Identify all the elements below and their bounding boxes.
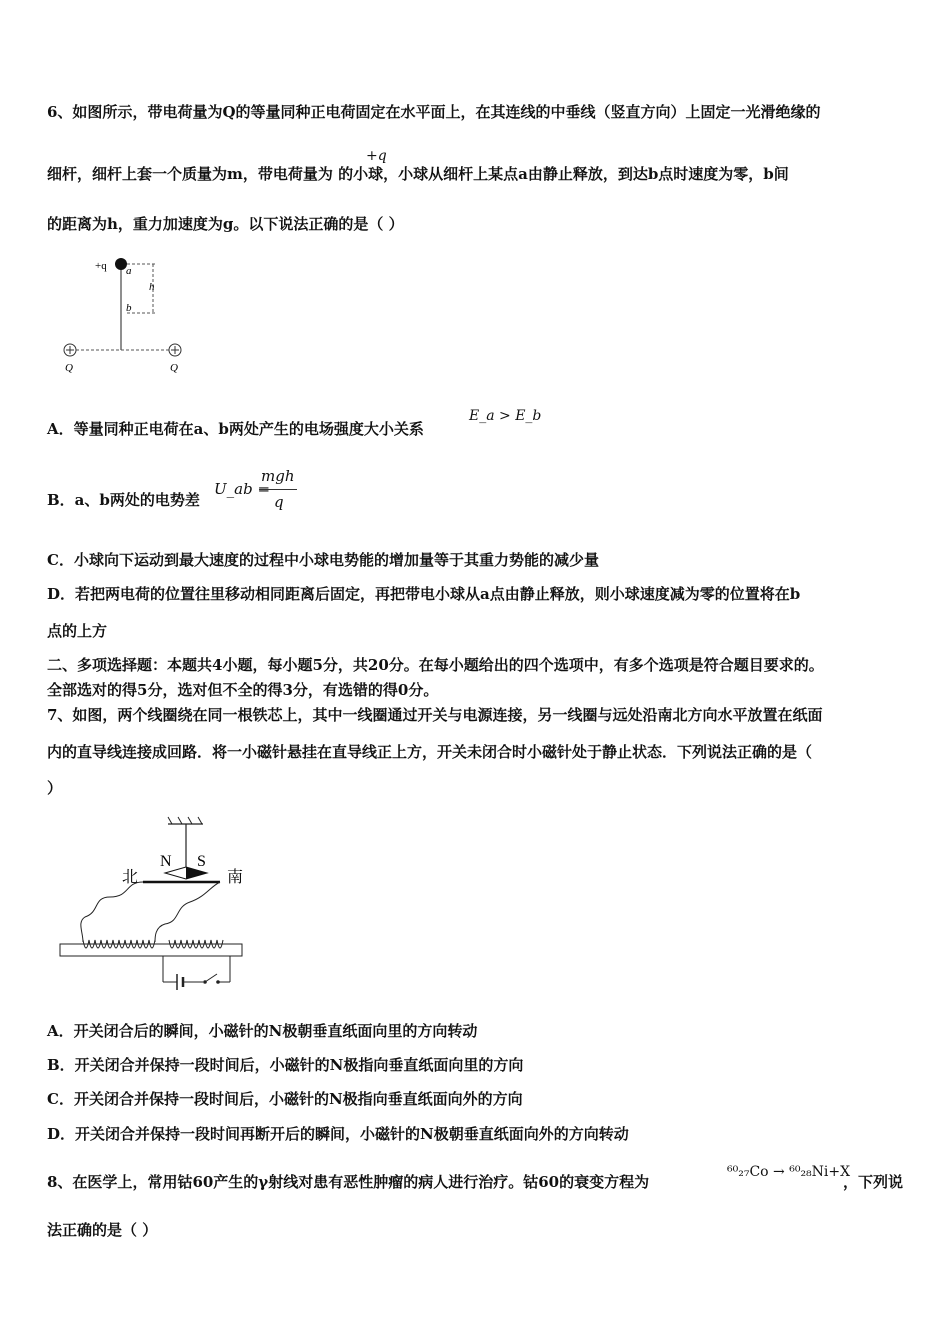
q6-figure bbox=[45, 250, 195, 380]
q6-option-b-denominator: q bbox=[274, 493, 284, 511]
q6-option-d-line2: 点的上方 bbox=[47, 622, 108, 640]
fig-label-Q-left: Q bbox=[65, 362, 73, 374]
fig-label-q: +q bbox=[95, 260, 107, 272]
fig-label-north: 北 bbox=[122, 869, 139, 886]
q7-line1: 7、如图，两个线圈绕在同一根铁芯上，其中一线圈通过开关与电源连接，另一线圈与远处沿南北方向水平放置在纸面 bbox=[47, 706, 823, 724]
q6-line2: 细杆，细杆上套一个质量为m，带电荷量为 的小球，小球从细杆上某点a由静止释放，到达b点时速度为零，b间 bbox=[47, 165, 789, 183]
q7-figure bbox=[55, 812, 255, 997]
fig-label-N: N bbox=[160, 853, 172, 870]
fig-label-b: b bbox=[126, 302, 132, 314]
q6-option-a-formula: E_a > E_b bbox=[469, 408, 542, 424]
fig-label-S: S bbox=[197, 853, 206, 870]
fig-label-a: a bbox=[126, 265, 132, 277]
q8-line1: 8、在医学上，常用钴60产生的γ射线对患有恶性肿瘤的病人进行治疗。钴60的衰变方程为 bbox=[47, 1173, 650, 1191]
q6-option-b-formula-lhs: U_ab = bbox=[214, 480, 271, 498]
q7-option-c: C．开关闭合并保持一段时间后，小磁针的N极指向垂直纸面向外的方向 bbox=[47, 1090, 523, 1108]
q6-option-b-numerator: mgh bbox=[261, 467, 295, 485]
fig-label-south: 南 bbox=[227, 869, 244, 886]
fraction-bar bbox=[259, 489, 297, 490]
q7-option-a: A．开关闭合后的瞬间，小磁针的N极朝垂直纸面向里的方向转动 bbox=[47, 1022, 478, 1040]
section2-line1: 二、多项选择题：本题共4小题，每小题5分，共20分。在每小题给出的四个选项中，有多个选项是符合题目要求的。 bbox=[47, 656, 824, 674]
q7-option-d: D．开关闭合并保持一段时间再断开后的瞬间，小磁针的N极朝垂直纸面向外的方向转动 bbox=[47, 1125, 629, 1143]
q6-line3: 的距离为h，重力加速度为g。以下说法正确的是（ ） bbox=[47, 215, 404, 233]
q8-line2: 法正确的是（ ） bbox=[47, 1221, 158, 1239]
q6-option-a: A．等量同种正电荷在a、b两处产生的电场强度大小关系 bbox=[47, 420, 424, 438]
fig-label-h: h bbox=[149, 281, 155, 293]
q6-option-d-line1: D．若把两电荷的位置往里移动相同距离后固定，再把带电小球从a点由静止释放，则小球速度减为零的位置将在b bbox=[47, 585, 801, 603]
q7-option-b: B．开关闭合并保持一段时间后，小磁针的N极指向垂直纸面向里的方向 bbox=[47, 1056, 524, 1074]
q8-decay-formula: ⁶⁰₂₇Co → ⁶⁰₂₈Ni+X bbox=[727, 1164, 851, 1180]
q7-line3: ） bbox=[47, 779, 63, 797]
switch bbox=[205, 974, 217, 982]
section2-line2: 全部选对的得5分，选对但不全的得3分，有选错的得0分。 bbox=[47, 681, 439, 699]
q6-option-b: B．a、b两处的电势差 bbox=[47, 491, 200, 509]
q6-option-c: C．小球向下运动到最大速度的过程中小球电势能的增加量等于其重力势能的减少量 bbox=[47, 551, 599, 569]
q6-line1: 6、如图所示，带电荷量为Q的等量同种正电荷固定在水平面上，在其连线的中垂线（竖直方向）上固定一光滑绝缘的 bbox=[47, 103, 821, 121]
q6-charge-formula: +q bbox=[366, 148, 387, 164]
q7-line2: 内的直导线连接成回路．将一小磁针悬挂在直导线正上方，开关未闭合时小磁针处于静止状态．下列说法正确的是（ bbox=[47, 743, 813, 761]
fig-label-Q-right: Q bbox=[170, 362, 178, 374]
q8-line1-end: ，下列说 bbox=[843, 1173, 904, 1191]
